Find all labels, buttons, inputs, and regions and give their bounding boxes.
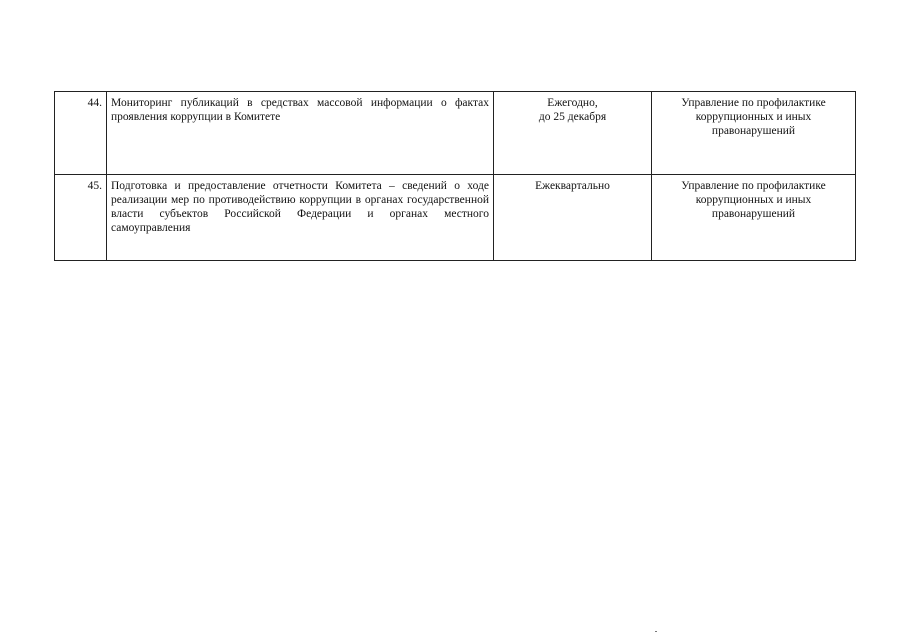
scan-speck: [655, 631, 657, 632]
deadline-cell: [494, 175, 652, 261]
row-number: 44.: [55, 92, 107, 175]
measures-table: [54, 91, 856, 261]
responsible-unit: Управление по профилактике коррупционных и иных правонарушений: [652, 175, 856, 261]
task-description: Подготовка и предоставление отчетности Комитета – сведений о ходе реализации мер по противодействию коррупции в органах государственной власти субъектов Российской Федерации и органах местного самоуправления: [107, 175, 494, 261]
deadline-line: до 25 декабря: [538, 111, 607, 123]
task-description: Мониторинг публикаций в средствах массовой информации о фактах проявления коррупции в Комитете: [107, 92, 494, 175]
deadline-line: Ежегодно,: [547, 97, 598, 109]
responsible-unit: Управление по профилактике коррупционных и иных правонарушений: [652, 92, 856, 175]
deadline-cell: [494, 92, 652, 175]
table-row: [55, 92, 856, 175]
deadline-line: Ежеквартально: [535, 180, 610, 192]
row-number: 45.: [55, 175, 107, 261]
table-row: [55, 175, 856, 261]
